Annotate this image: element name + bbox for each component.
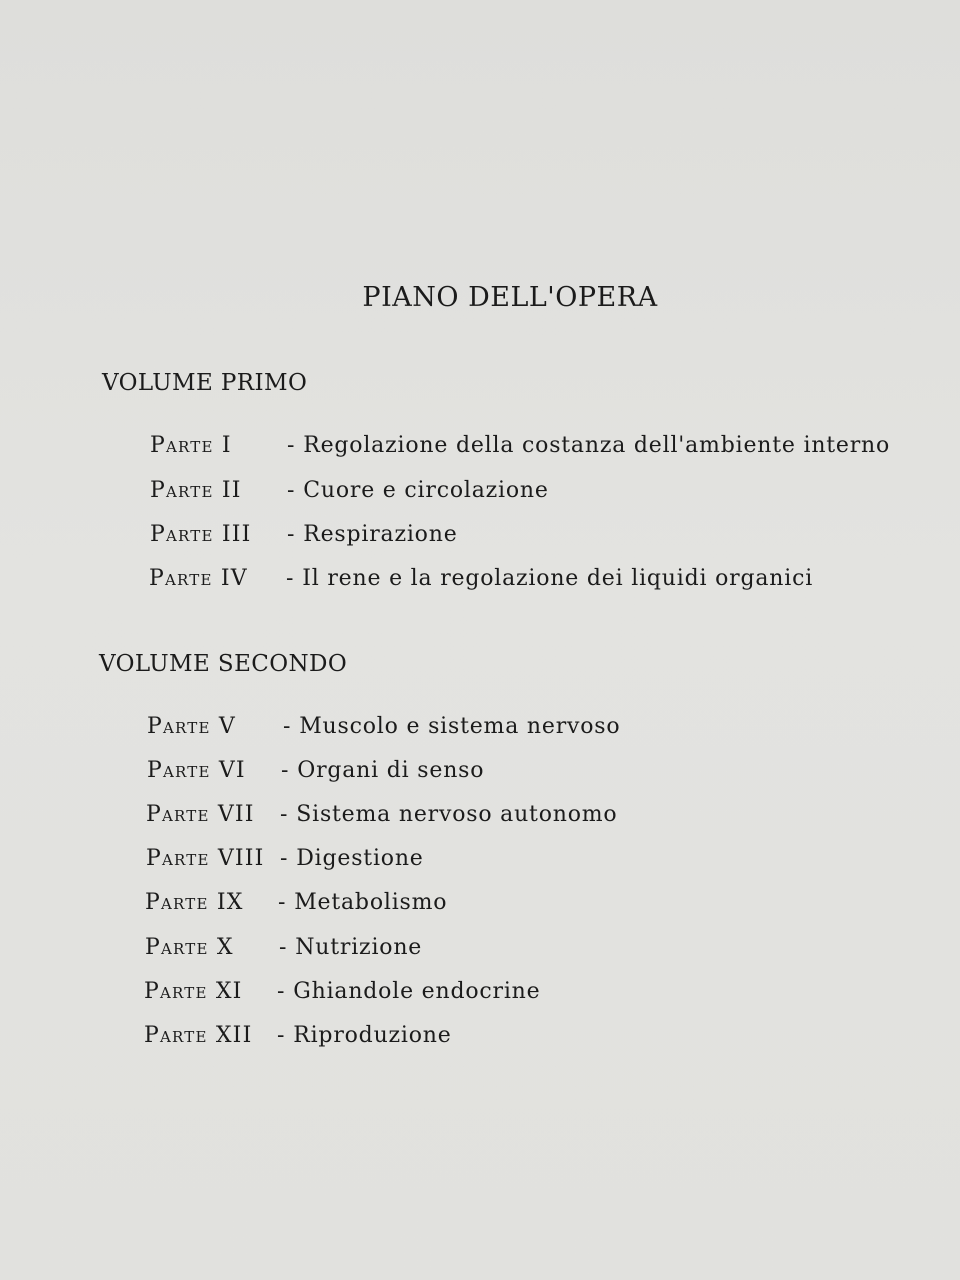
part-label: Parte VIII [146,846,265,871]
part-title-text: Organi di senso [297,758,485,783]
part-title [281,758,484,783]
part-title-text: Digestione [296,846,424,871]
dash-separator: - [277,979,286,1004]
volume-heading: VOLUME PRIMO [102,370,308,396]
part-title-text: Riproduzione [293,1023,452,1048]
part-label: Parte I [150,433,232,458]
part-title-text: Muscolo e sistema nervoso [299,714,621,739]
part-title-text: Ghiandole endocrine [293,979,541,1004]
dash-separator: - [278,890,287,915]
part-label: Parte III [150,522,252,547]
dash-separator: - [287,433,296,458]
part-title-text: Sistema nervoso autonomo [296,802,618,827]
part-title [277,1023,452,1048]
part-title [280,846,424,871]
part-title-text: Respirazione [303,522,458,547]
part-label: Parte VI [147,758,246,783]
part-title [287,522,458,547]
part-title [287,433,890,458]
part-title-text: Regolazione della costanza dell'ambiente interno [303,433,891,458]
volume-heading: VOLUME SECONDO [99,651,348,677]
part-title [286,566,813,591]
part-label: Parte IX [145,890,244,915]
part-title-text: Nutrizione [295,935,423,960]
dash-separator: - [277,1023,286,1048]
part-title-text: Cuore e circolazione [303,478,549,503]
dash-separator: - [283,714,292,739]
part-title [278,890,447,915]
part-title [287,478,549,503]
part-title [277,979,540,1004]
dash-separator: - [280,802,289,827]
dash-separator: - [281,758,290,783]
part-title-text: Metabolismo [294,890,448,915]
part-title [280,802,617,827]
page-title: PIANO DELL'OPERA [362,282,658,313]
part-label: Parte X [145,935,234,960]
dash-separator: - [279,935,288,960]
part-label: Parte II [150,478,242,503]
part-title [283,714,620,739]
dash-separator: - [280,846,289,871]
part-label: Parte VII [146,802,255,827]
dash-separator: - [287,522,296,547]
part-label: Parte XII [144,1023,253,1048]
dash-separator: - [287,478,296,503]
dash-separator: - [286,566,295,591]
part-label: Parte V [147,714,236,739]
part-label: Parte IV [149,566,248,591]
part-title-text: Il rene e la regolazione dei liquidi organici [302,566,814,591]
part-title [279,935,422,960]
part-label: Parte XI [144,979,243,1004]
